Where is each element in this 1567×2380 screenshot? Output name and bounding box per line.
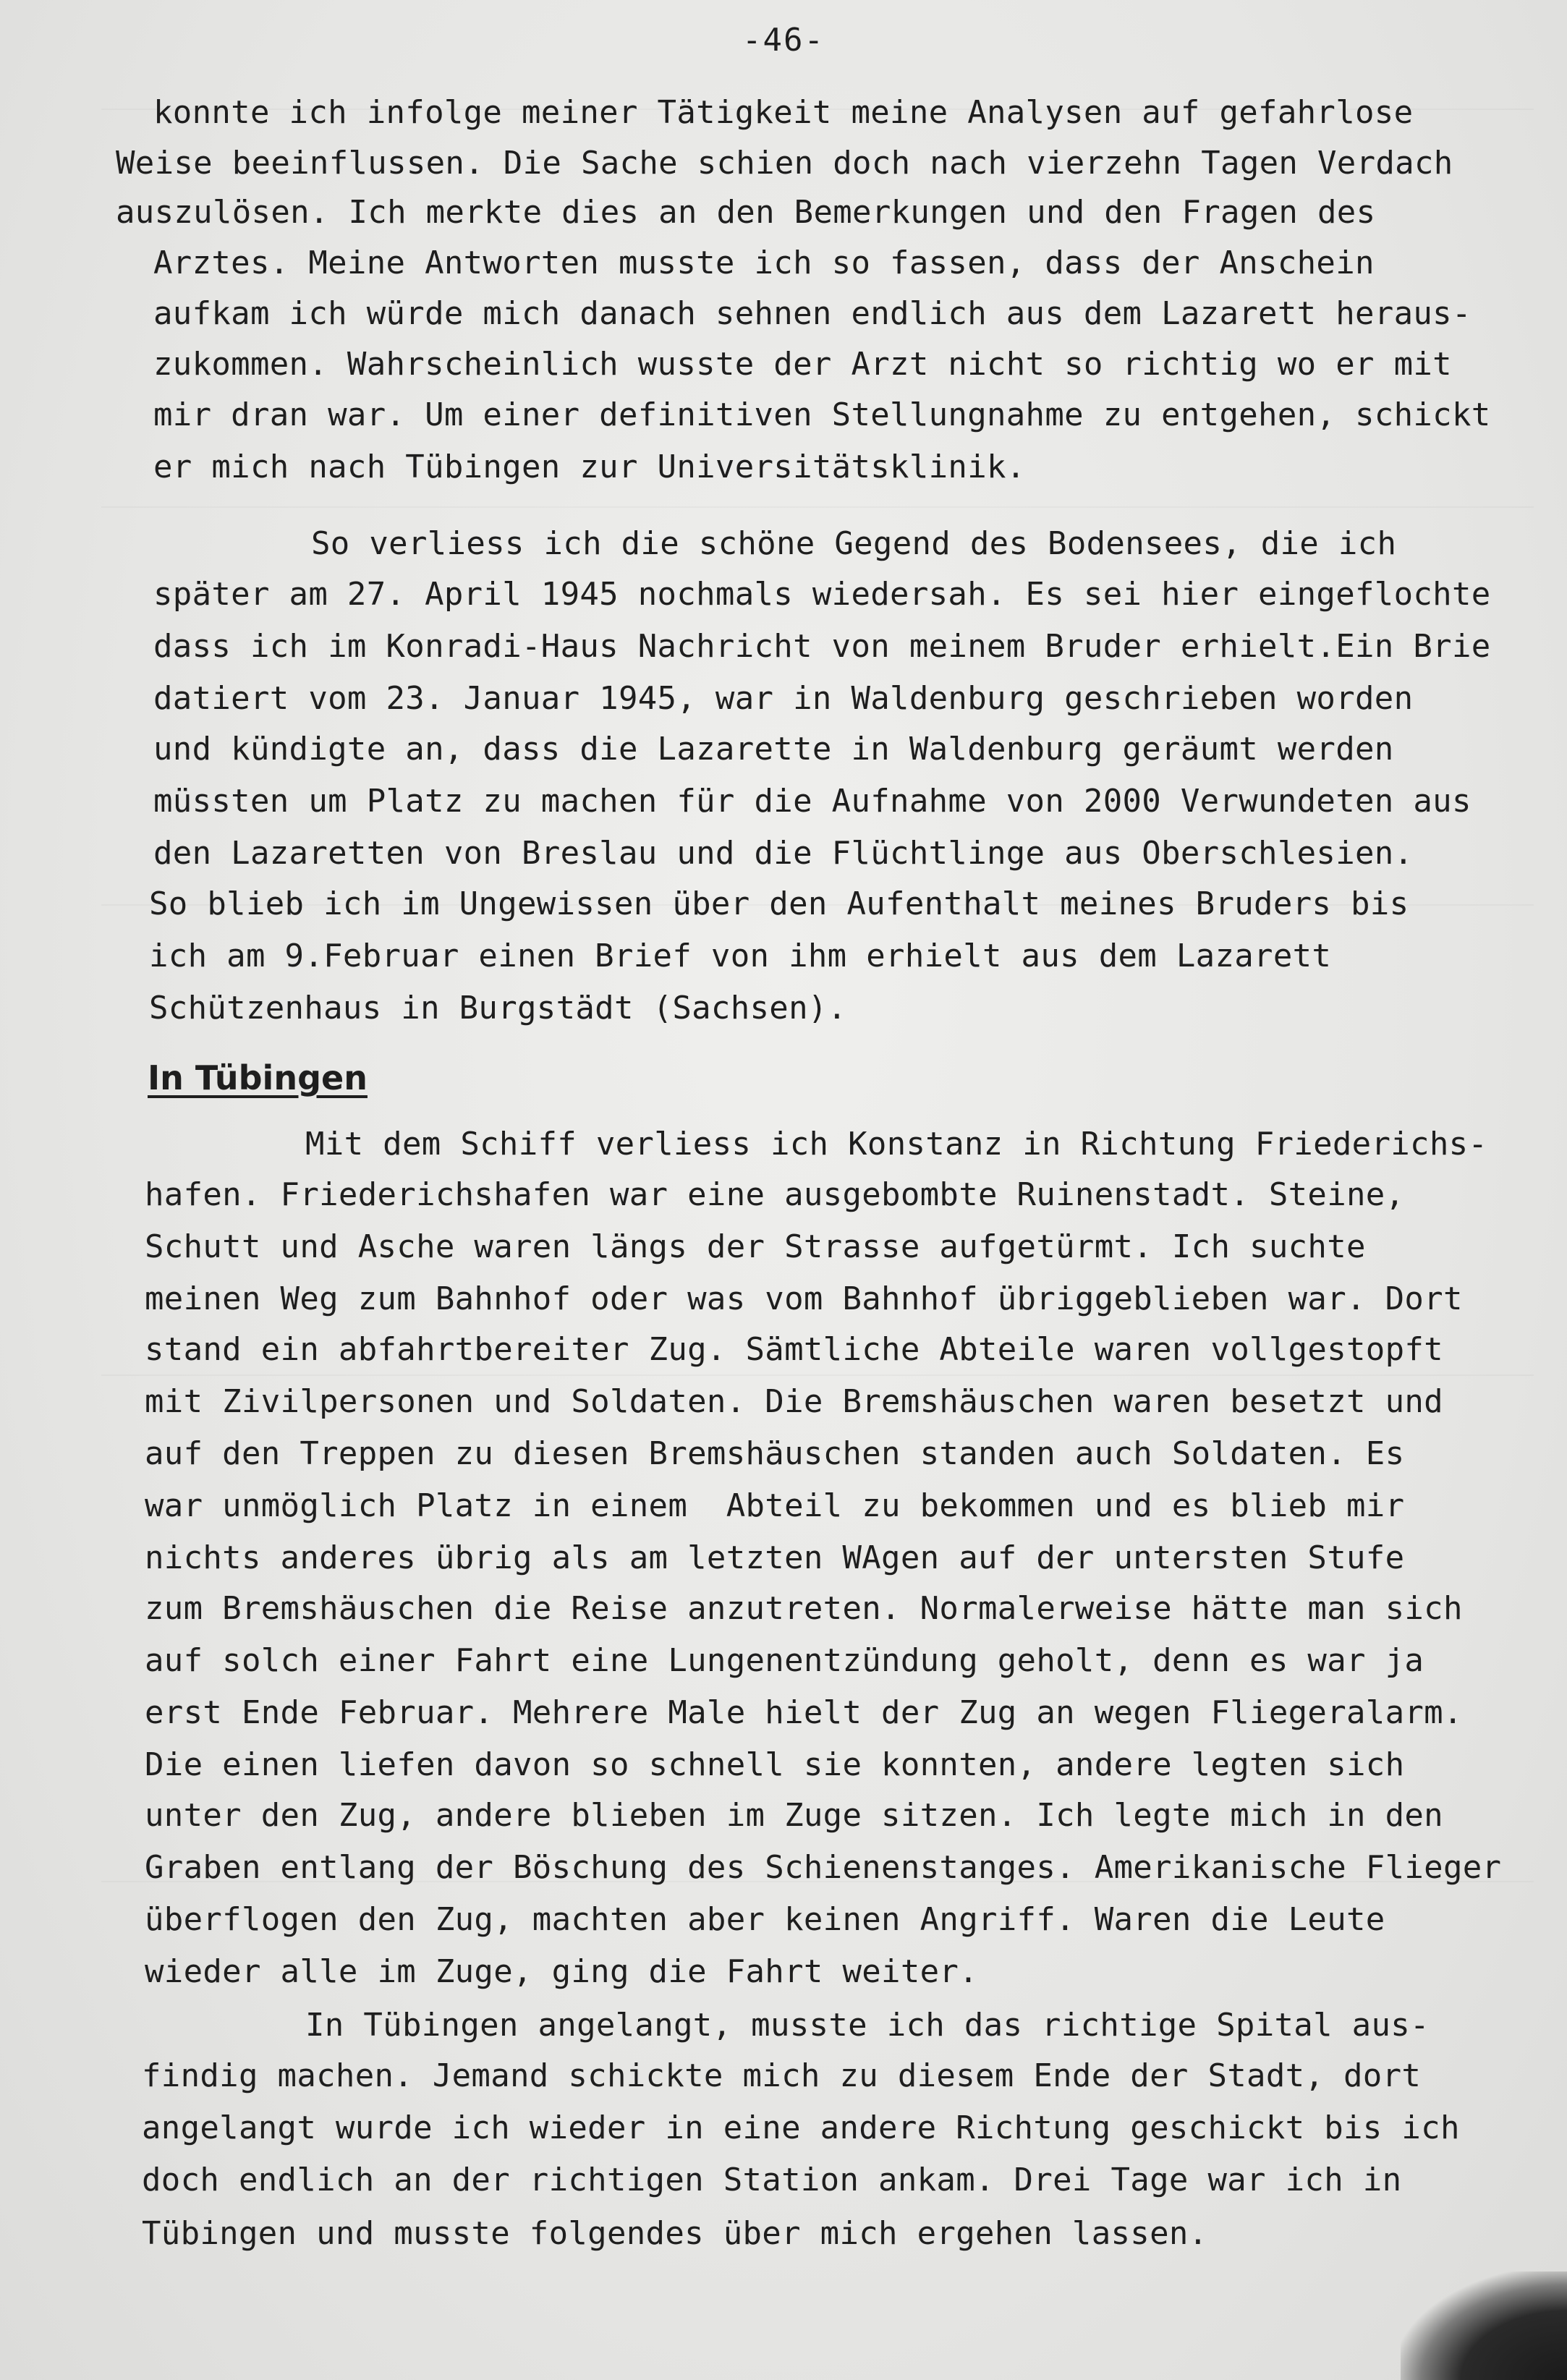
text-line: Schutt und Asche waren längs der Strasse aufgetürmt. Ich suchte	[145, 1228, 1366, 1265]
text-line: den Lazaretten von Breslau und die Flüchtlinge aus Oberschlesien.	[153, 835, 1414, 872]
text-line: auf solch einer Fahrt eine Lungenentzündung geholt, denn es war ja	[145, 1642, 1424, 1679]
text-line: mir dran war. Um einer definitiven Stellungnahme zu entgehen, schickt	[153, 396, 1491, 433]
text-line: war unmöglich Platz in einem Abteil zu bekommen und es blieb mir	[145, 1487, 1405, 1524]
section-heading: In Tübingen	[148, 1058, 368, 1097]
text-line: nichts anderes übrig als am letzten WAgen auf der untersten Stufe	[145, 1539, 1405, 1576]
text-line: hafen. Friederichshafen war eine ausgebombte Ruinenstadt. Steine,	[145, 1176, 1405, 1213]
text-line: müssten um Platz zu machen für die Aufnahme von 2000 Verwundeten aus	[153, 783, 1472, 820]
text-line: angelangt wurde ich wieder in eine andere Richtung geschickt bis ich	[142, 2109, 1460, 2146]
text-line: konnte ich infolge meiner Tätigkeit meine Analysen auf gefahrlose	[153, 94, 1414, 131]
bleed-through-line	[101, 1374, 1534, 1376]
text-line: überflogen den Zug, machten aber keinen Angriff. Waren die Leute	[145, 1901, 1385, 1938]
text-line: In Tübingen angelangt, musste ich das richtige Spital aus-	[305, 2007, 1430, 2044]
text-line: erst Ende Februar. Mehrere Male hielt der Zug an wegen Fliegeralarm.	[145, 1694, 1463, 1731]
text-line: Schützenhaus in Burgstädt (Sachsen).	[149, 990, 847, 1027]
text-line: Arztes. Meine Antworten musste ich so fassen, dass der Anschein	[153, 245, 1375, 281]
text-line: findig machen. Jemand schickte mich zu diesem Ende der Stadt, dort	[142, 2057, 1422, 2094]
bleed-through-line	[101, 506, 1534, 508]
text-line: er mich nach Tübingen zur Universitätsklinik.	[153, 449, 1026, 485]
text-line: Mit dem Schiff verliess ich Konstanz in Richtung Friederichs-	[305, 1126, 1488, 1163]
text-line: zum Bremshäuschen die Reise anzutreten. Normalerweise hätte man sich	[145, 1590, 1463, 1627]
text-line: Weise beeinflussen. Die Sache schien doch nach vierzehn Tagen Verdach	[116, 145, 1453, 182]
text-line: auf den Treppen zu diesen Bremshäuschen standen auch Soldaten. Es	[145, 1435, 1405, 1472]
text-line: zukommen. Wahrscheinlich wusste der Arzt nicht so richtig wo er mit	[153, 346, 1452, 383]
text-line: ich am 9.Februar einen Brief von ihm erhielt aus dem Lazarett	[149, 938, 1332, 974]
text-line: Tübingen und musste folgendes über mich ergehen lassen.	[142, 2215, 1208, 2252]
text-line: mit Zivilpersonen und Soldaten. Die Bremshäuschen waren besetzt und	[145, 1383, 1443, 1420]
text-line: dass ich im Konradi-Haus Nachricht von meinem Bruder erhielt.Ein Brie	[153, 628, 1491, 665]
text-line: aufkam ich würde mich danach sehnen endlich aus dem Lazarett heraus-	[153, 295, 1472, 332]
text-line: doch endlich an der richtigen Station ankam. Drei Tage war ich in	[142, 2162, 1402, 2198]
page-number: -46-	[742, 22, 825, 59]
text-line: später am 27. April 1945 nochmals wiedersah. Es sei hier eingeflochte	[153, 576, 1491, 613]
text-line: meinen Weg zum Bahnhof oder was vom Bahnhof übriggeblieben war. Dort	[145, 1280, 1463, 1317]
text-line: auszulösen. Ich merkte dies an den Bemerkungen und den Fragen des	[116, 194, 1376, 231]
text-line: datiert vom 23. Januar 1945, war in Waldenburg geschrieben worden	[153, 680, 1414, 717]
text-line: So blieb ich im Ungewissen über den Aufenthalt meines Bruders bis	[149, 885, 1409, 922]
text-line: und kündigte an, dass die Lazarette in Waldenburg geräumt werden	[153, 731, 1394, 768]
text-line: wieder alle im Zuge, ging die Fahrt weiter.	[145, 1953, 978, 1990]
text-line: Graben entlang der Böschung des Schienenstanges. Amerikanische Flieger	[145, 1849, 1502, 1886]
scan-corner-shadow	[1401, 2271, 1567, 2380]
text-line: Die einen liefen davon so schnell sie konnten, andere legten sich	[145, 1746, 1405, 1783]
text-line: So verliess ich die schöne Gegend des Bodensees, die ich	[311, 525, 1397, 562]
text-line: stand ein abfahrtbereiter Zug. Sämtliche Abteile waren vollgestopft	[145, 1331, 1443, 1368]
text-line: unter den Zug, andere blieben im Zuge sitzen. Ich legte mich in den	[145, 1797, 1443, 1834]
